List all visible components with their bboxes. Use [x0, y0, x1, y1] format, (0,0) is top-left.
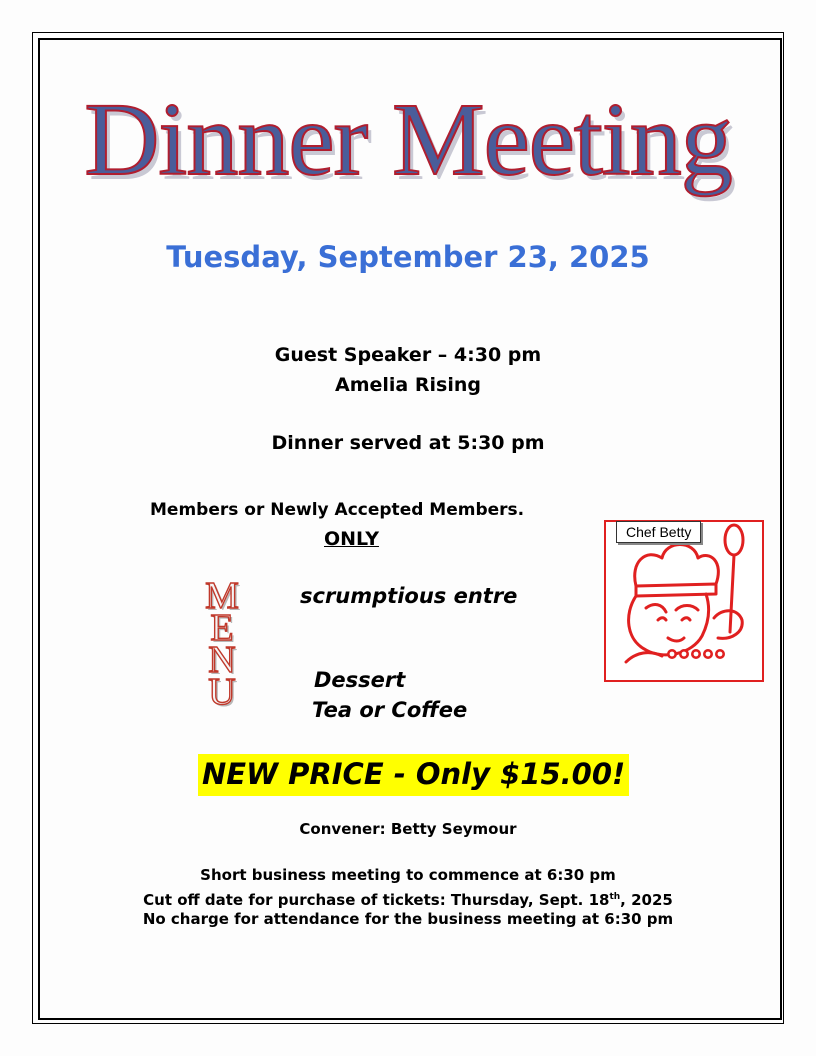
menu-letter: E: [210, 607, 234, 649]
eligibility-only: ONLY: [324, 528, 379, 550]
convener-line: Convener: Betty Seymour: [299, 820, 517, 838]
menu-vertical-wordart: [200, 575, 244, 713]
menu-item-dessert: Dessert: [314, 668, 406, 692]
footer-cutoff-text: Cut off date for purchase of tickets: Thursday, Sept. 18: [143, 891, 610, 909]
menu-letter: N: [208, 639, 236, 681]
footer-business-meeting: Short business meeting to commence at 6:30 pm: [200, 866, 616, 884]
menu-item-entre: scrumptious entre: [300, 584, 518, 608]
guest-speaker-time: Guest Speaker – 4:30 pm: [274, 344, 542, 366]
menu-letter: M: [205, 575, 239, 617]
chef-illustration: [606, 522, 762, 678]
flyer-title: Dinner Meeting: [84, 82, 732, 197]
footer-cutoff-year: , 2025: [620, 891, 673, 909]
price-banner: NEW PRICE - Only $15.00!: [198, 754, 629, 796]
chef-name-label: Chef Betty: [616, 521, 701, 543]
dinner-time: Dinner served at 5:30 pm: [271, 432, 545, 454]
menu-item-drinks: Tea or Coffee: [312, 698, 468, 722]
footer-no-charge: No charge for attendance for the business meeting at 6:30 pm: [142, 910, 674, 928]
guest-speaker-name: Amelia Rising: [335, 374, 481, 396]
menu-letter: U: [208, 671, 236, 713]
event-date: Tuesday, September 23, 2025: [166, 240, 650, 274]
footer-cutoff-ordinal: th: [609, 892, 621, 902]
eligibility-text: Members or Newly Accepted Members.: [150, 500, 525, 520]
